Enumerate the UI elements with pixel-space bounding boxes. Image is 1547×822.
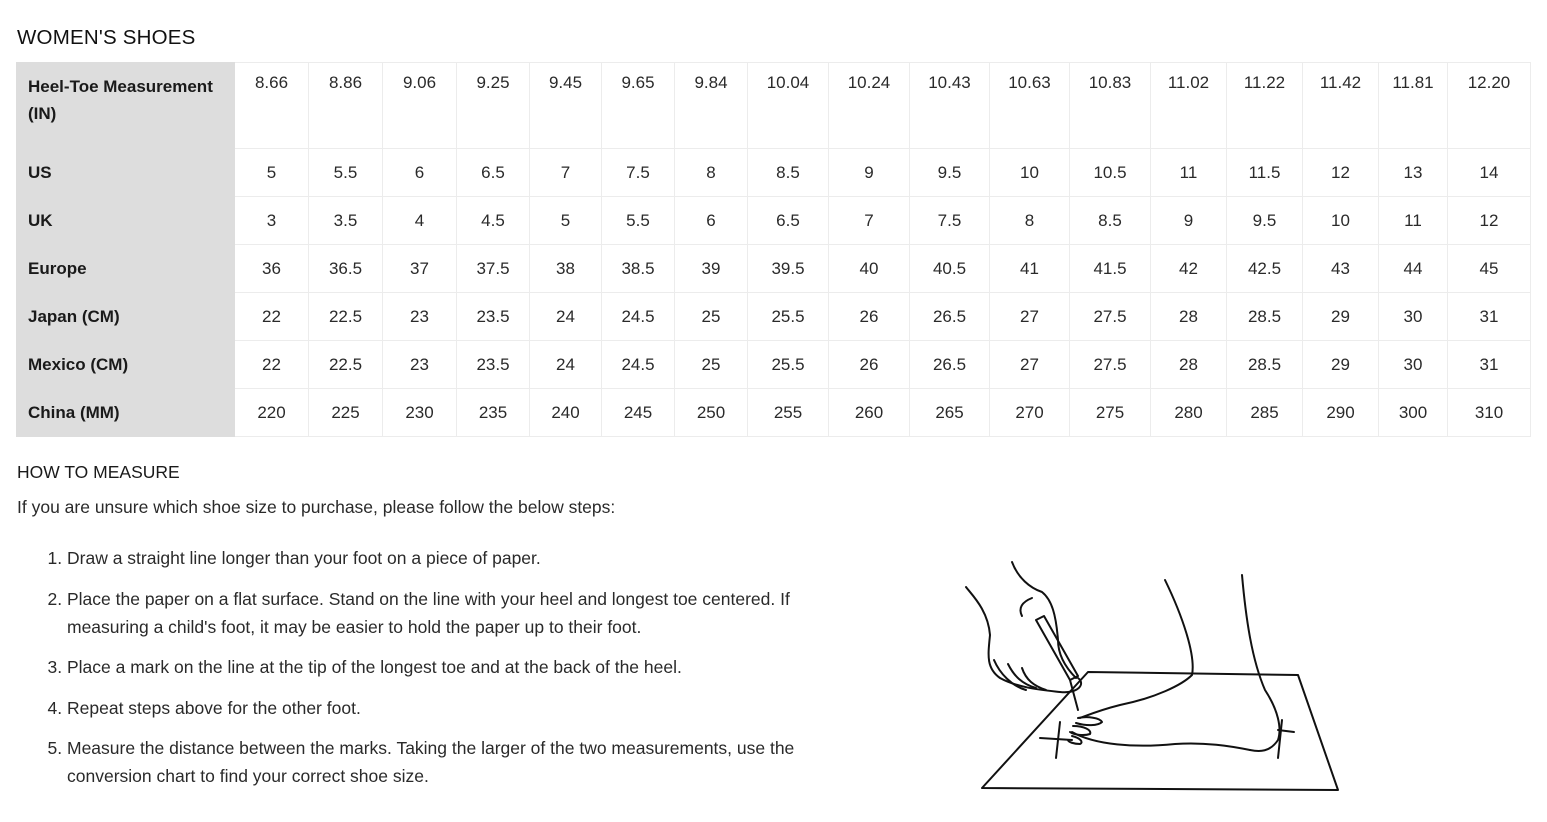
how-to-measure-intro: If you are unsure which shoe size to purchase, please follow the below steps: bbox=[17, 497, 616, 517]
table-cell: 24 bbox=[530, 293, 602, 341]
table-cell: 11.42 bbox=[1303, 63, 1379, 149]
row-header: Mexico (CM) bbox=[17, 341, 235, 389]
table-cell: 250 bbox=[675, 389, 748, 437]
table-cell: 28 bbox=[1151, 293, 1227, 341]
list-item: 4. Repeat steps above for the other foot. bbox=[67, 694, 827, 722]
table-cell: 14 bbox=[1448, 149, 1531, 197]
list-item: 1. Draw a straight line longer than your foot on a piece of paper. bbox=[67, 544, 827, 572]
table-cell: 220 bbox=[235, 389, 309, 437]
table-cell: 230 bbox=[383, 389, 457, 437]
table-cell: 26 bbox=[829, 293, 910, 341]
table-cell: 6.5 bbox=[457, 149, 530, 197]
table-cell: 10.83 bbox=[1070, 63, 1151, 149]
table-cell: 11 bbox=[1379, 197, 1448, 245]
table-cell: 7 bbox=[530, 149, 602, 197]
table-cell: 6 bbox=[675, 197, 748, 245]
table-cell: 7.5 bbox=[602, 149, 675, 197]
table-cell: 23.5 bbox=[457, 341, 530, 389]
table-cell: 36 bbox=[235, 245, 309, 293]
table-cell: 11.02 bbox=[1151, 63, 1227, 149]
table-cell: 6.5 bbox=[748, 197, 829, 245]
table-cell: 26.5 bbox=[910, 293, 990, 341]
table-cell: 8.86 bbox=[309, 63, 383, 149]
table-cell: 7.5 bbox=[910, 197, 990, 245]
table-cell: 24.5 bbox=[602, 341, 675, 389]
table-cell: 27.5 bbox=[1070, 293, 1151, 341]
table-cell: 8 bbox=[990, 197, 1070, 245]
table-cell: 9.45 bbox=[530, 63, 602, 149]
table-cell: 6 bbox=[383, 149, 457, 197]
table-row bbox=[17, 63, 1531, 149]
table-cell: 9.25 bbox=[457, 63, 530, 149]
table-cell: 3.5 bbox=[309, 197, 383, 245]
table-cell: 38.5 bbox=[602, 245, 675, 293]
table-cell: 235 bbox=[457, 389, 530, 437]
table-cell: 23 bbox=[383, 293, 457, 341]
table-cell: 5 bbox=[235, 149, 309, 197]
table-row bbox=[17, 389, 1531, 437]
table-cell: 37 bbox=[383, 245, 457, 293]
table-cell: 41 bbox=[990, 245, 1070, 293]
row-header: Europe bbox=[17, 245, 235, 293]
table-cell: 260 bbox=[829, 389, 910, 437]
table-cell: 27 bbox=[990, 293, 1070, 341]
table-cell: 23.5 bbox=[457, 293, 530, 341]
table-cell: 43 bbox=[1303, 245, 1379, 293]
table-cell: 28.5 bbox=[1227, 341, 1303, 389]
table-cell: 24 bbox=[530, 341, 602, 389]
table-cell: 23 bbox=[383, 341, 457, 389]
table-cell: 270 bbox=[990, 389, 1070, 437]
table-row bbox=[17, 197, 1531, 245]
table-cell: 285 bbox=[1227, 389, 1303, 437]
table-cell: 10.5 bbox=[1070, 149, 1151, 197]
table-cell: 28 bbox=[1151, 341, 1227, 389]
table-cell: 27.5 bbox=[1070, 341, 1151, 389]
table-cell: 25 bbox=[675, 293, 748, 341]
table-cell: 240 bbox=[530, 389, 602, 437]
how-to-measure-title: HOW TO MEASURE bbox=[17, 462, 180, 482]
table-cell: 9.5 bbox=[1227, 197, 1303, 245]
table-cell: 22 bbox=[235, 341, 309, 389]
table-cell: 5.5 bbox=[309, 149, 383, 197]
table-cell: 12.20 bbox=[1448, 63, 1531, 149]
table-cell: 4 bbox=[383, 197, 457, 245]
table-cell: 36.5 bbox=[309, 245, 383, 293]
table-cell: 8 bbox=[675, 149, 748, 197]
table-cell: 22.5 bbox=[309, 293, 383, 341]
table-cell: 25 bbox=[675, 341, 748, 389]
table-cell: 8.5 bbox=[1070, 197, 1151, 245]
table-cell: 245 bbox=[602, 389, 675, 437]
table-cell: 26 bbox=[829, 341, 910, 389]
table-cell: 9.5 bbox=[910, 149, 990, 197]
table-cell: 37.5 bbox=[457, 245, 530, 293]
table-cell: 29 bbox=[1303, 293, 1379, 341]
table-cell: 30 bbox=[1379, 341, 1448, 389]
table-cell: 9.84 bbox=[675, 63, 748, 149]
table-cell: 25.5 bbox=[748, 293, 829, 341]
table-cell: 26.5 bbox=[910, 341, 990, 389]
table-cell: 11.81 bbox=[1379, 63, 1448, 149]
table-cell: 10.24 bbox=[829, 63, 910, 149]
table-cell: 5.5 bbox=[602, 197, 675, 245]
table-cell: 30 bbox=[1379, 293, 1448, 341]
table-cell: 25.5 bbox=[748, 341, 829, 389]
table-cell: 28.5 bbox=[1227, 293, 1303, 341]
table-cell: 42.5 bbox=[1227, 245, 1303, 293]
table-cell: 11.5 bbox=[1227, 149, 1303, 197]
table-row bbox=[17, 341, 1531, 389]
table-cell: 310 bbox=[1448, 389, 1531, 437]
table-cell: 275 bbox=[1070, 389, 1151, 437]
table-cell: 38 bbox=[530, 245, 602, 293]
table-cell: 10 bbox=[990, 149, 1070, 197]
table-cell: 13 bbox=[1379, 149, 1448, 197]
table-cell: 11 bbox=[1151, 149, 1227, 197]
table-cell: 9.65 bbox=[602, 63, 675, 149]
table-cell: 10.43 bbox=[910, 63, 990, 149]
table-cell: 31 bbox=[1448, 293, 1531, 341]
row-header: China (MM) bbox=[17, 389, 235, 437]
row-header: Japan (CM) bbox=[17, 293, 235, 341]
foot-measuring-illustration bbox=[960, 560, 1345, 795]
list-item: 3. Place a mark on the line at the tip of the longest toe and at the back of the heel. bbox=[67, 653, 827, 681]
table-cell: 8.66 bbox=[235, 63, 309, 149]
table-cell: 29 bbox=[1303, 341, 1379, 389]
table-cell: 5 bbox=[530, 197, 602, 245]
table-cell: 24.5 bbox=[602, 293, 675, 341]
table-row bbox=[17, 245, 1531, 293]
table-row bbox=[17, 149, 1531, 197]
table-cell: 42 bbox=[1151, 245, 1227, 293]
table-cell: 10 bbox=[1303, 197, 1379, 245]
table-cell: 45 bbox=[1448, 245, 1531, 293]
table-cell: 11.22 bbox=[1227, 63, 1303, 149]
table-cell: 31 bbox=[1448, 341, 1531, 389]
table-cell: 10.04 bbox=[748, 63, 829, 149]
table-cell: 300 bbox=[1379, 389, 1448, 437]
table-cell: 39 bbox=[675, 245, 748, 293]
table-cell: 40.5 bbox=[910, 245, 990, 293]
row-header: US bbox=[17, 149, 235, 197]
table-row bbox=[17, 293, 1531, 341]
table-cell: 12 bbox=[1303, 149, 1379, 197]
list-item: 5. Measure the distance between the marks. Taking the larger of the two measurements, use the conversion chart to find your correct shoe size. bbox=[67, 734, 827, 790]
table-cell: 22.5 bbox=[309, 341, 383, 389]
table-cell: 40 bbox=[829, 245, 910, 293]
table-cell: 39.5 bbox=[748, 245, 829, 293]
table-cell: 7 bbox=[829, 197, 910, 245]
row-header: UK bbox=[17, 197, 235, 245]
table-cell: 9 bbox=[829, 149, 910, 197]
table-cell: 10.63 bbox=[990, 63, 1070, 149]
table-cell: 265 bbox=[910, 389, 990, 437]
table-cell: 290 bbox=[1303, 389, 1379, 437]
table-cell: 12 bbox=[1448, 197, 1531, 245]
table-cell: 8.5 bbox=[748, 149, 829, 197]
measure-steps-list bbox=[48, 544, 827, 803]
table-cell: 4.5 bbox=[457, 197, 530, 245]
table-cell: 255 bbox=[748, 389, 829, 437]
table-cell: 9 bbox=[1151, 197, 1227, 245]
row-header: Heel-Toe Measurement (IN) bbox=[17, 63, 235, 149]
table-cell: 27 bbox=[990, 341, 1070, 389]
table-cell: 44 bbox=[1379, 245, 1448, 293]
table-cell: 280 bbox=[1151, 389, 1227, 437]
table-cell: 41.5 bbox=[1070, 245, 1151, 293]
size-conversion-table bbox=[16, 62, 1531, 437]
list-item: 2. Place the paper on a flat surface. Stand on the line with your heel and longest toe centered. If measuring a child's foot, it may be easier to hold the paper up to their foot. bbox=[67, 585, 827, 641]
table-cell: 22 bbox=[235, 293, 309, 341]
table-cell: 3 bbox=[235, 197, 309, 245]
table-cell: 225 bbox=[309, 389, 383, 437]
page-title: WOMEN'S SHOES bbox=[17, 26, 196, 49]
table-cell: 9.06 bbox=[383, 63, 457, 149]
